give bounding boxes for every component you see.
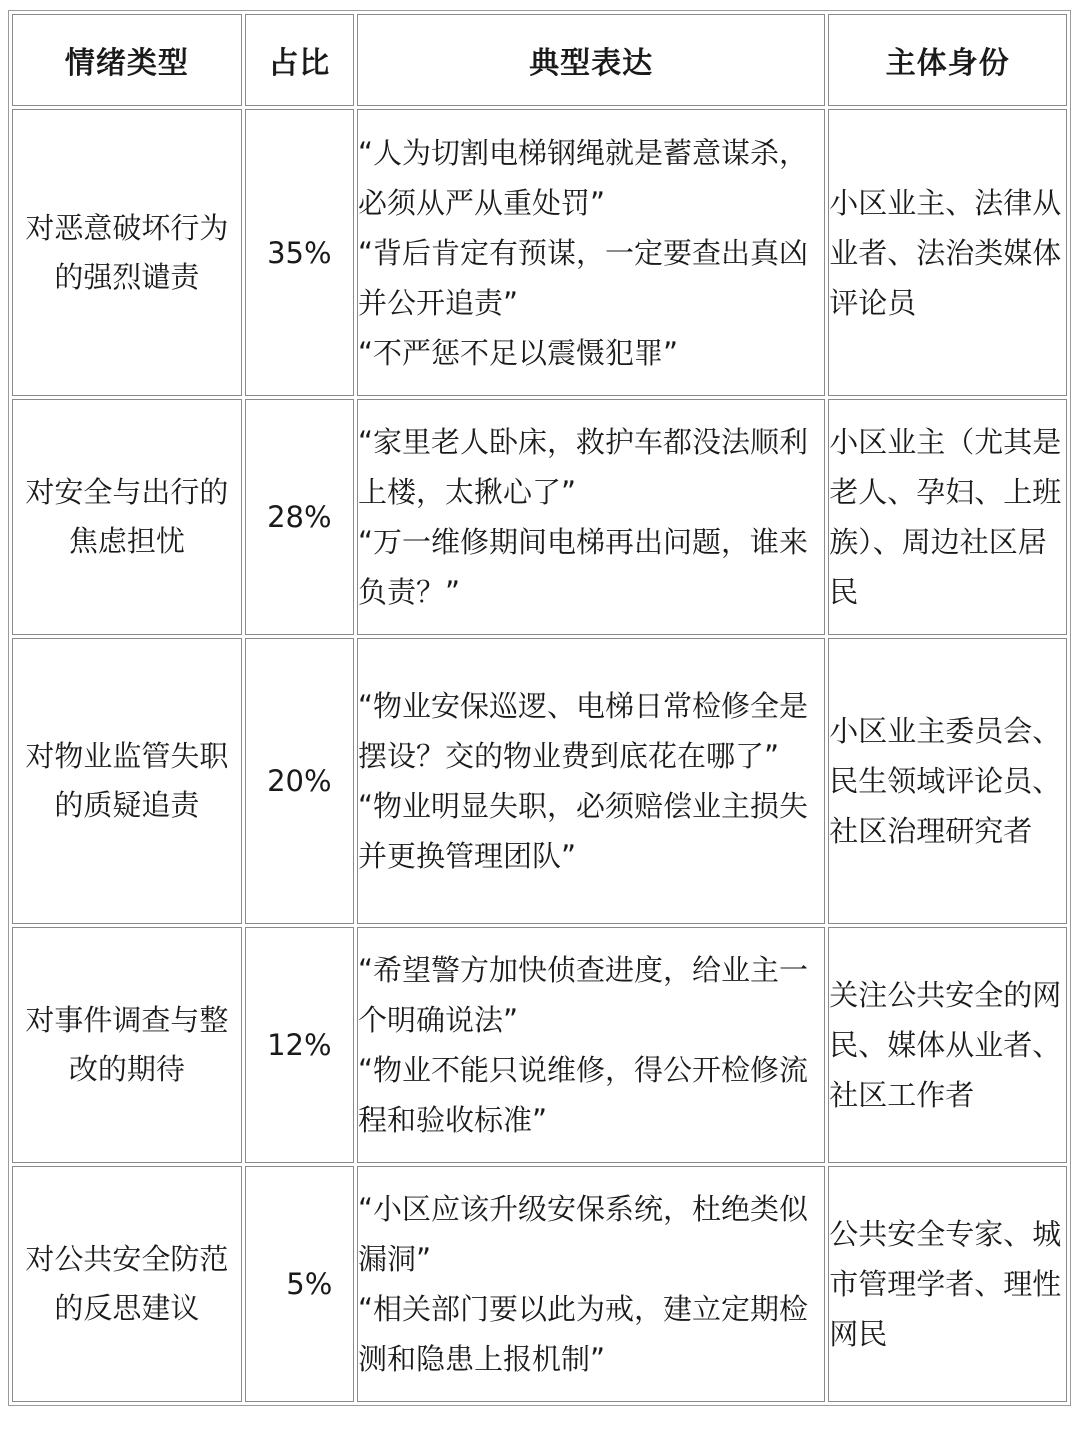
subject-identity-cell: 小区业主（尤其是老人、孕妇、上班族）、周边社区居民 xyxy=(828,399,1067,635)
table-row xyxy=(12,399,1067,635)
table-row xyxy=(12,927,1067,1163)
subject-identity-cell: 公共安全专家、城市管理学者、理性网民 xyxy=(828,1166,1067,1402)
ratio-cell: 28% xyxy=(245,399,354,635)
quote-text: “物业明显失职，必须赔偿业主损失并更换管理团队” xyxy=(357,789,808,873)
quote-text: “不严惩不足以震慑犯罪” xyxy=(357,335,679,370)
quote-text: “小区应该升级安保系统，杜绝类似漏洞” xyxy=(357,1192,808,1276)
emotion-type-cell: 对事件调查与整改的期待 xyxy=(12,927,242,1163)
table-row xyxy=(12,109,1067,396)
emotion-type-cell: 对安全与出行的焦虑担忧 xyxy=(12,399,242,635)
quote-text: “物业不能只说维修，得公开检修流程和验收标准” xyxy=(357,1053,808,1137)
quote-text: “人为切割电梯钢绳就是蓄意谋杀，必须从严从重处罚” xyxy=(357,135,808,220)
subject-identity-cell: 小区业主委员会、民生领域评论员、社区治理研究者 xyxy=(828,638,1067,924)
quote-text: “背后肯定有预谋，一定要查出真凶并公开追责” xyxy=(357,235,808,320)
subject-identity-cell: 关注公共安全的网民、媒体从业者、社区工作者 xyxy=(828,927,1067,1163)
header-row xyxy=(12,14,1067,106)
typical-expression-cell xyxy=(357,638,825,924)
ratio-value: 5% xyxy=(286,1267,333,1301)
quote-text: “万一维修期间电梯再出问题，谁来负责？” xyxy=(357,525,808,609)
emotion-type-cell: 对公共安全防范的反思建议 xyxy=(12,1166,242,1402)
subject-identity-cell: 小区业主、法律从业者、法治类媒体评论员 xyxy=(828,109,1067,396)
ratio-cell: 35% xyxy=(245,109,354,396)
emotion-analysis-table xyxy=(8,10,1071,1406)
header-subject-identity: 主体身份 xyxy=(828,14,1067,106)
ratio-cell xyxy=(245,1166,354,1402)
ratio-cell: 20% xyxy=(245,638,354,924)
typical-expression-cell xyxy=(357,109,825,396)
ratio-cell: 12% xyxy=(245,927,354,1163)
typical-expression-cell xyxy=(357,399,825,635)
table-row xyxy=(12,638,1067,924)
typical-expression-cell xyxy=(357,1166,825,1402)
header-typical-expression: 典型表达 xyxy=(357,14,825,106)
emotion-type-cell: 对物业监管失职的质疑追责 xyxy=(12,638,242,924)
typical-expression-cell xyxy=(357,927,825,1163)
quote-text: “希望警方加快侦查进度，给业主一个明确说法” xyxy=(357,953,808,1037)
quote-text: “相关部门要以此为戒，建立定期检测和隐患上报机制” xyxy=(357,1292,808,1376)
header-emotion-type: 情绪类型 xyxy=(12,14,242,106)
quote-text: “物业安保巡逻、电梯日常检修全是摆设？交的物业费到底花在哪了” xyxy=(357,689,808,773)
quote-text: “家里老人卧床，救护车都没法顺利上楼，太揪心了” xyxy=(357,425,808,509)
emotion-type-cell: 对恶意破坏行为的强烈谴责 xyxy=(12,109,242,396)
header-ratio: 占比 xyxy=(245,14,354,106)
table-row xyxy=(12,1166,1067,1402)
